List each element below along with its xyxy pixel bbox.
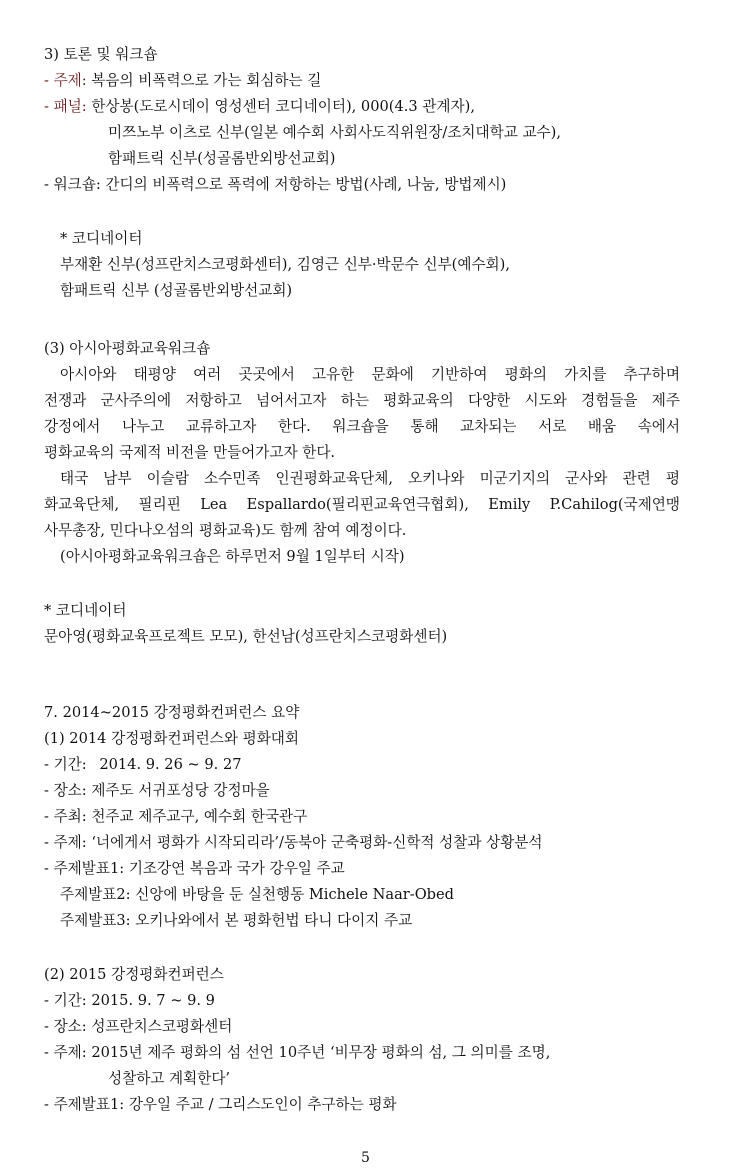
panel-line-2: 미쯔노부 이츠로 신부(일본 예수회 사회사도직위원장/조치대학교 교수), [108, 124, 561, 141]
asia-paragraph-line: 전쟁과 군사주의에 저항하고 넘어서고자 하는 평화교육의 다양한 시도와 경험들을 제주 [44, 392, 680, 409]
host-2014 [44, 808, 307, 826]
talk1-2014 [44, 860, 345, 878]
panel-label: - 패널: [44, 98, 87, 115]
period-label: - 기간: [44, 992, 87, 1009]
period-text: 2015. 9. 7 ~ 9. 9 [91, 992, 215, 1009]
period-2015 [44, 992, 215, 1010]
workshop-text: 간디의 비폭력으로 폭력에 저항하는 방법(사례, 나눔, 방법제시) [105, 176, 507, 193]
talk-text: 신앙에 바탕을 둔 실천행동 Michele Naar-Obed [135, 886, 454, 903]
asia-note: (아시아평화교육워크숍은 하루먼저 9월 1일부터 시작) [60, 548, 405, 565]
asia-paragraph-line: 사무총장, 민다나오섬의 평화교육)도 함께 참여 예정이다. [44, 522, 407, 539]
asia-paragraph-line: 화교육단체, 필리핀 Lea Espallardo(필리핀교육연극협회), Emily P.Cahilog(국제연맹 [44, 496, 680, 513]
place-2014 [44, 782, 270, 800]
asia-paragraph-line: 강정에서 나누고 교류하고자 한다. 워크숍을 통해 교차되는 서로 배움 속에서 [44, 418, 680, 435]
theme-text: 2015년 제주 평화의 섬 선언 10주년 ‘비무장 평화의 섬, 그 의미를 조명, [91, 1044, 551, 1061]
period-2014 [44, 756, 242, 774]
asia-paragraph-line: 아시아와 태평양 여러 곳곳에서 고유한 문화에 기반하여 평화의 가치를 추구하며 [60, 366, 680, 383]
theme-2014 [44, 834, 542, 852]
talk1-2015 [44, 1096, 397, 1114]
panel-text: 한상봉(도로시데이 영성센터 코디네이터), 000(4.3 관계자), [91, 98, 475, 115]
talk-text: 오키나와에서 본 평화헌법 타니 다이지 주교 [135, 912, 413, 929]
section-7-title: 7. 2014~2015 강정평화컨퍼런스 요약 [44, 704, 300, 721]
theme-label: - 주제: [44, 1044, 87, 1061]
host-label: - 주최: [44, 808, 87, 825]
theme-text: ‘너에게서 평화가 시작되리라’/동북아 군축평화-신학적 성찰과 상황분석 [91, 834, 543, 851]
asia-paragraph-line: 태국 남부 이슬람 소수민족 인권평화교육단체, 오키나와 미군기지의 군사와 관련 평 [60, 470, 680, 487]
talk-text: 기조강연 복음과 국가 강우일 주교 [128, 860, 345, 877]
theme-2015-line-2: 성찰하고 계획한다’ [108, 1070, 231, 1087]
place-label: - 장소: [44, 1018, 87, 1035]
conference-2014-title: (1) 2014 강정평화컨퍼런스와 평화대회 [44, 730, 299, 747]
workshop-label: - 워크숍: [44, 176, 101, 193]
theme-line [44, 72, 321, 90]
talk-text: 강우일 주교 / 그리스도인이 추구하는 평화 [128, 1096, 397, 1113]
asia-paragraph-line: 평화교육의 국제적 비전을 만들어가고자 한다. [44, 444, 336, 461]
asia-workshop-title: (3) 아시아평화교육워크숍 [44, 340, 211, 357]
theme-label: - 주제: [44, 834, 87, 851]
asia-coordinator-line: 문아영(평화교육프로젝트 모모), 한선남(성프란치스코평화센터) [44, 628, 448, 645]
theme-text: 복음의 비폭력으로 가는 회심하는 길 [91, 72, 322, 89]
coordinator-line-1: 부재환 신부(성프란치스코평화센터), 김영근 신부·박문수 신부(예수회), [60, 256, 510, 273]
coordinator-title: * 코디네이터 [60, 230, 143, 247]
panel-line-3: 함패트릭 신부(성골롬반외방선교회) [108, 150, 336, 167]
talk3-2014 [60, 912, 412, 930]
period-label: - 기간: [44, 756, 87, 773]
asia-coordinator-title: * 코디네이터 [44, 602, 127, 619]
panel-line [44, 98, 475, 116]
conference-2015-title: (2) 2015 강정평화컨퍼런스 [44, 966, 224, 983]
coordinator-line-2: 함패트릭 신부 (성골롬반외방선교회) [60, 282, 293, 299]
place-2015 [44, 1018, 232, 1036]
workshop-line [44, 176, 506, 194]
talk-label: - 주제발표1: [44, 860, 125, 877]
place-text: 제주도 서귀포성당 강정마을 [91, 782, 270, 799]
section-title: 3) 토론 및 워크숍 [44, 46, 158, 63]
place-text: 성프란치스코평화센터 [91, 1018, 233, 1035]
page-number: 5 [361, 1150, 370, 1166]
talk-label: - 주제발표1: [44, 1096, 125, 1113]
place-label: - 장소: [44, 782, 87, 799]
host-text: 천주교 제주교구, 예수회 한국관구 [91, 808, 308, 825]
theme-label: - 주제: [44, 72, 87, 89]
theme-2015 [44, 1044, 550, 1062]
period-text: 2014. 9. 26 ~ 9. 27 [99, 756, 242, 773]
talk-label: 주제발표3: [60, 912, 131, 929]
talk2-2014 [60, 886, 454, 904]
talk-label: 주제발표2: [60, 886, 131, 903]
